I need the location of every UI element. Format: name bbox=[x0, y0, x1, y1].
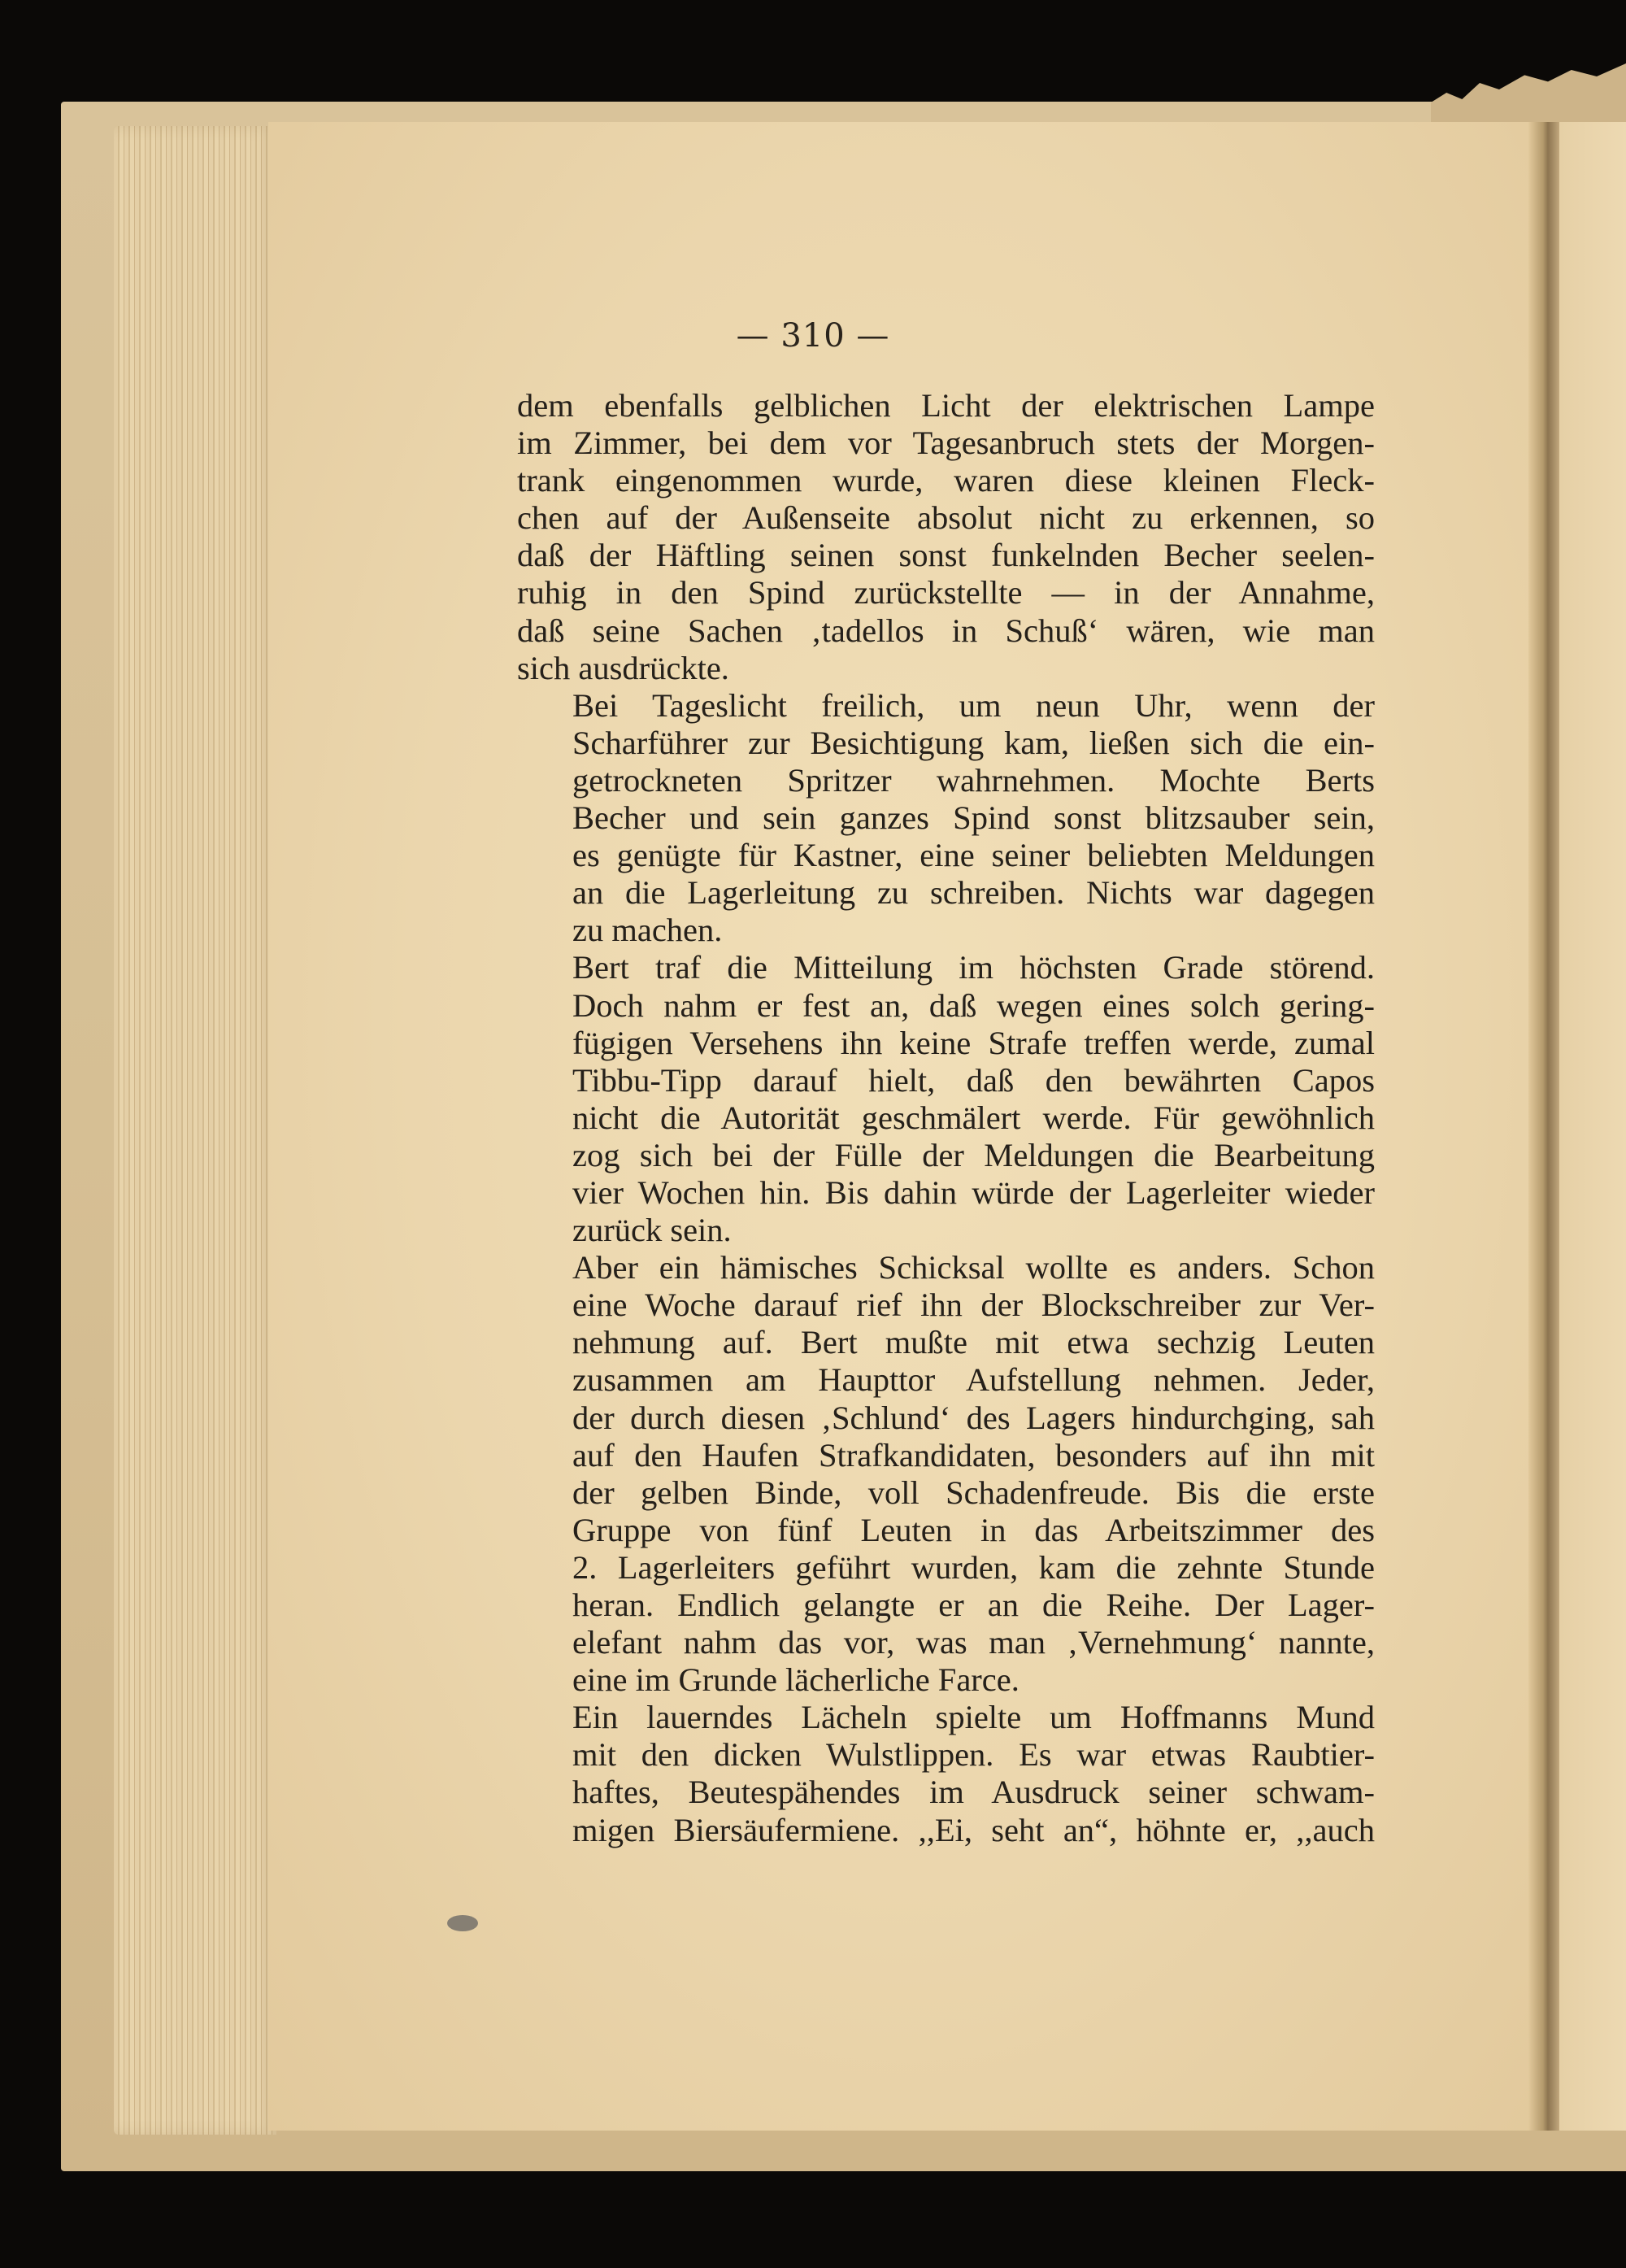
text-line: es genügte für Kastner, eine seiner beliebten Meldungen bbox=[572, 837, 1375, 874]
text-line: 2. Lagerleiters geführt wurden, kam die zehnte Stunde bbox=[572, 1548, 1375, 1586]
page-number: — 310 — bbox=[736, 317, 890, 355]
text-line: der gelben Binde, voll Schadenfreude. Bis die erste bbox=[572, 1474, 1375, 1511]
text-line: sich ausdrückte. bbox=[517, 649, 729, 686]
text-line: mit den dicken Wulstlippen. Es war etwas Raubtier- bbox=[572, 1736, 1375, 1774]
paragraph bbox=[517, 1249, 1375, 1699]
text-line: migen Biersäufermiene. ,,Ei, seht an“, höhnte er, ,,auch bbox=[572, 1811, 1375, 1848]
ink-smudge bbox=[447, 1915, 478, 1931]
text-line: zusammen am Haupttor Aufstellung nehmen. Jeder, bbox=[572, 1361, 1375, 1399]
text-line: Tibbu-Tipp darauf hielt, daß den bewährten Capos bbox=[572, 1061, 1375, 1099]
text-line: im Zimmer, bei dem vor Tagesanbruch stets der Morgen- bbox=[517, 424, 1375, 462]
text-line: Scharführer zur Besichtigung kam, ließen sich die ein- bbox=[572, 724, 1375, 761]
text-line: nicht die Autorität geschmälert werde. Für gewöhnlich bbox=[572, 1099, 1375, 1136]
text-line: ruhig in den Spind zurückstellte — in der Annahme, bbox=[517, 574, 1375, 612]
text-line: zurück sein. bbox=[572, 1212, 732, 1249]
book-gutter bbox=[1528, 122, 1561, 2131]
paragraph bbox=[517, 387, 1375, 687]
text-line: eine im Grunde lächerliche Farce. bbox=[572, 1661, 1020, 1699]
text-line: heran. Endlich gelangte er an die Reihe. Der Lager- bbox=[572, 1587, 1375, 1623]
text-line: der durch diesen ‚Schlund‘ des Lagers hindurchging, sah bbox=[572, 1399, 1375, 1436]
text-line: auf den Haufen Strafkandidaten, besonders auf ihn mit bbox=[572, 1436, 1375, 1474]
text-line: an die Lagerleitung zu schreiben. Nichts war dagegen bbox=[572, 874, 1375, 912]
text-line: zu machen. bbox=[572, 912, 723, 949]
text-line: Bert traf die Mitteilung im höchsten Grade störend. bbox=[572, 949, 1375, 986]
text-line: nehmung auf. Bert mußte mit etwa sechzig Leuten bbox=[572, 1324, 1375, 1361]
text-line: Doch nahm er fest an, daß wegen eines solch gering- bbox=[572, 986, 1375, 1024]
text-line: elefant nahm das vor, was man ‚Vernehmung‘ nannte, bbox=[572, 1624, 1375, 1661]
paragraph bbox=[517, 949, 1375, 1249]
text-line: trank eingenommen wurde, waren diese kleinen Fleck- bbox=[517, 462, 1375, 499]
text-line: daß der Häftling seinen sonst funkelnden Becher seelen- bbox=[517, 537, 1375, 574]
paragraph bbox=[517, 687, 1375, 950]
text-line: Bei Tageslicht freilich, um neun Uhr, wenn der bbox=[572, 686, 1375, 724]
torn-cover-edge bbox=[1431, 63, 1626, 128]
facing-page-edge bbox=[1559, 122, 1626, 2131]
paragraph bbox=[517, 1699, 1375, 1848]
text-line: Ein lauerndes Lächeln spielte um Hoffmanns Mund bbox=[572, 1699, 1375, 1736]
text-line: dem ebenfalls gelblichen Licht der elektrischen Lampe bbox=[517, 387, 1375, 424]
text-line: Gruppe von fünf Leuten in das Arbeitszimmer des bbox=[572, 1511, 1375, 1548]
text-line: Becher und sein ganzes Spind sonst blitzsauber sein, bbox=[572, 799, 1375, 837]
text-line: daß seine Sachen ‚tadellos in Schuß‘ wären, wie man bbox=[517, 612, 1375, 649]
text-line: vier Wochen hin. Bis dahin würde der Lagerleiter wieder bbox=[572, 1173, 1375, 1211]
text-line: getrockneten Spritzer wahrnehmen. Mochte Berts bbox=[572, 761, 1375, 799]
text-line: eine Woche darauf rief ihn der Blockschreiber zur Ver- bbox=[572, 1286, 1375, 1324]
text-line: chen auf der Außenseite absolut nicht zu erkennen, so bbox=[517, 499, 1375, 537]
text-line: zog sich bei der Fülle der Meldungen die Bearbeitung bbox=[572, 1136, 1375, 1173]
body-text bbox=[517, 387, 1375, 1849]
text-line: fügigen Versehens ihn keine Strafe treffen werde, zumal bbox=[572, 1024, 1375, 1061]
text-line: haftes, Beutespähendes im Ausdruck seiner schwam- bbox=[572, 1774, 1375, 1811]
text-line: Aber ein hämisches Schicksal wollte es anders. Schon bbox=[572, 1249, 1375, 1286]
page-block-edges bbox=[114, 126, 276, 2135]
